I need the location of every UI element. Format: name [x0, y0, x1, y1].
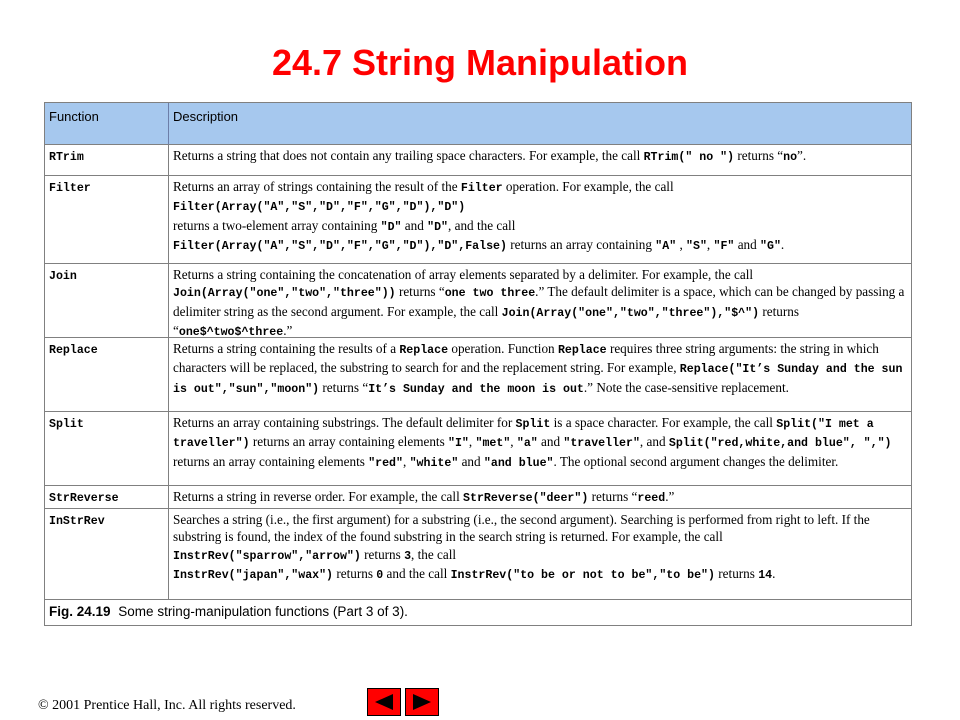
code-snippet: 14	[758, 568, 773, 582]
code-snippet: Join(Array("one","two","three"))	[173, 287, 396, 301]
function-name: Split	[49, 418, 84, 431]
description-text: and	[401, 217, 428, 233]
description-text: and	[734, 236, 761, 252]
description-text: returns an array containing elements	[173, 453, 369, 469]
description-text: , and the call	[448, 217, 516, 233]
code-snippet: 0	[376, 568, 384, 582]
function-name: StrReverse	[49, 492, 119, 505]
description-text: ”.	[797, 148, 807, 163]
description-text: and	[458, 453, 484, 469]
description-text: .”	[665, 489, 675, 504]
function-description-cell	[169, 412, 911, 486]
code-snippet: Split("red,white,and blue", ",")	[668, 437, 892, 451]
description-text: . The optional second argument changes the delimiter.	[553, 453, 839, 469]
header-description: Description	[169, 103, 911, 145]
function-description-cell	[169, 509, 911, 600]
description-text: Returns an array of strings containing the result of the	[173, 179, 461, 194]
function-name-cell	[45, 486, 169, 509]
code-snippet: no	[783, 151, 798, 164]
description-text: .” Note the case-sensitive replacement.	[583, 379, 789, 395]
description-text: requires three string arguments: the string in which characters will be replaced, the substring to search for and the replacement string. For example,	[173, 341, 879, 376]
description-text: returns “	[734, 148, 784, 163]
description-text: .	[772, 565, 776, 581]
description-text: Returns a string in reverse order. For example, the call	[173, 489, 464, 504]
description-text: .” The default delimiter is a space, which can be changed by passing a delimiter string as the second argument. For example, the call	[173, 284, 905, 319]
function-name: Join	[49, 270, 77, 283]
description-text: Returns a string containing the results of a	[173, 341, 400, 356]
functions-table	[44, 102, 912, 626]
code-snippet: one$^two$^three	[178, 325, 284, 339]
code-snippet: Join(Array("one","two","three"),"$^")	[501, 306, 760, 320]
function-name-cell	[45, 176, 169, 264]
code-snippet: "A"	[655, 239, 677, 253]
description-text: ,	[676, 236, 687, 252]
code-snippet: StrReverse("deer")	[463, 492, 589, 505]
description-text: is a space character. For example, the call	[550, 415, 777, 430]
code-snippet: Filter(Array("A","S","D","F","G","D"),"D",False)	[173, 239, 507, 253]
code-snippet: "red"	[368, 456, 403, 470]
code-snippet: Replace("It’s Sunday and the sun is out","sun","moon")	[173, 363, 903, 396]
code-snippet: "G"	[760, 239, 781, 253]
description-text: returns	[360, 546, 405, 562]
figure-label: Fig. 24.19	[49, 604, 111, 619]
header-function: Function	[45, 103, 169, 145]
description-text: returns “	[395, 284, 445, 300]
next-slide-button[interactable]	[405, 688, 439, 716]
function-description-cell	[169, 176, 911, 264]
code-snippet: RTrim(" no ")	[643, 151, 735, 164]
description-text: returns a two-element array containing	[173, 217, 381, 233]
code-snippet: reed	[637, 492, 666, 505]
function-name-cell	[45, 412, 169, 486]
code-snippet: InstrRev("to be or not to be","to be")	[450, 568, 715, 582]
code-snippet: "traveller"	[563, 437, 640, 451]
function-name-cell	[45, 264, 169, 338]
description-text: Returns a string containing the concatenation of array elements separated by a delimiter. For example, the call	[173, 267, 754, 282]
arrow-left-icon	[371, 692, 397, 712]
figure-caption	[45, 600, 911, 625]
function-description-cell	[169, 338, 911, 412]
function-name: RTrim	[49, 151, 84, 164]
code-snippet: "a"	[516, 437, 538, 451]
function-name: Replace	[49, 344, 98, 357]
code-snippet: one two three	[444, 287, 536, 301]
description-text: Returns a string that does not contain any trailing space characters. For example, the call	[173, 148, 644, 163]
description-text: returns	[714, 565, 759, 581]
arrow-right-icon	[409, 692, 435, 712]
code-snippet: 3	[404, 549, 412, 563]
description-text: , and	[639, 434, 669, 450]
code-snippet: "D"	[427, 220, 449, 234]
description-text: .	[780, 236, 785, 252]
description-text: ,	[706, 236, 714, 252]
code-snippet: It’s Sunday and the moon is out	[368, 382, 584, 396]
function-name-cell	[45, 338, 169, 412]
table-grid	[45, 103, 911, 600]
description-text: operation. For example, the call	[502, 179, 674, 194]
code-snippet: "S"	[686, 239, 707, 253]
function-description-cell	[169, 486, 911, 509]
function-name-cell	[45, 145, 169, 176]
description-text: operation. Function	[448, 341, 558, 356]
code-snippet: "and blue"	[483, 456, 554, 470]
code-snippet: Split	[515, 418, 551, 431]
code-snippet: InstrRev("japan","wax")	[173, 568, 334, 582]
function-name: Filter	[49, 182, 91, 195]
code-snippet: Replace	[557, 344, 607, 357]
description-text: returns	[333, 565, 377, 581]
description-text: returns “	[588, 489, 638, 504]
description-text: returns an array containing elements	[249, 434, 449, 450]
code-snippet: "D"	[380, 220, 402, 234]
previous-slide-button[interactable]	[367, 688, 401, 716]
description-text: returns “	[319, 379, 369, 395]
figure-caption-text: Some string-manipulation functions (Part 3 of 3).	[118, 604, 408, 619]
description-text: Searches a string (i.e., the first argument) for a substring (i.e., the second argument). Searching is performed from right to left. If the substring is found, the index of the found substring in the search string is returned. For example, the call	[173, 512, 870, 545]
code-snippet: Replace	[399, 344, 449, 357]
description-text: , the call	[411, 546, 457, 562]
code-snippet: "white"	[409, 456, 459, 470]
description-text: returns an array containing	[506, 236, 656, 252]
description-text: Returns an array containing substrings. The default delimiter for	[173, 415, 516, 430]
code-snippet: "met"	[475, 437, 511, 451]
code-snippet: "I"	[448, 437, 469, 451]
code-snippet: Split("I met a traveller")	[173, 418, 874, 451]
description-text: ,	[468, 434, 476, 450]
function-name-cell	[45, 509, 169, 600]
code-snippet: Filter(Array("A","S","D","F","G","D"),"D")	[173, 201, 466, 215]
function-description-cell	[169, 145, 911, 176]
slide-title: 24.7 String Manipulation	[271, 42, 689, 83]
code-snippet: Filter	[460, 182, 503, 195]
description-text: and the call	[383, 565, 451, 581]
description-text: ,	[510, 434, 517, 450]
code-snippet: "F"	[713, 239, 735, 253]
description-text: and	[537, 434, 564, 450]
description-text: .”	[283, 322, 293, 338]
function-name: InStrRev	[49, 515, 105, 528]
copyright-footer: © 2001 Prentice Hall, Inc. All rights reserved.	[38, 698, 296, 713]
description-text: returns “	[173, 303, 799, 338]
description-text: ,	[402, 453, 410, 469]
function-description-cell	[169, 264, 911, 338]
code-snippet: InstrRev("sparrow","arrow")	[173, 549, 361, 563]
